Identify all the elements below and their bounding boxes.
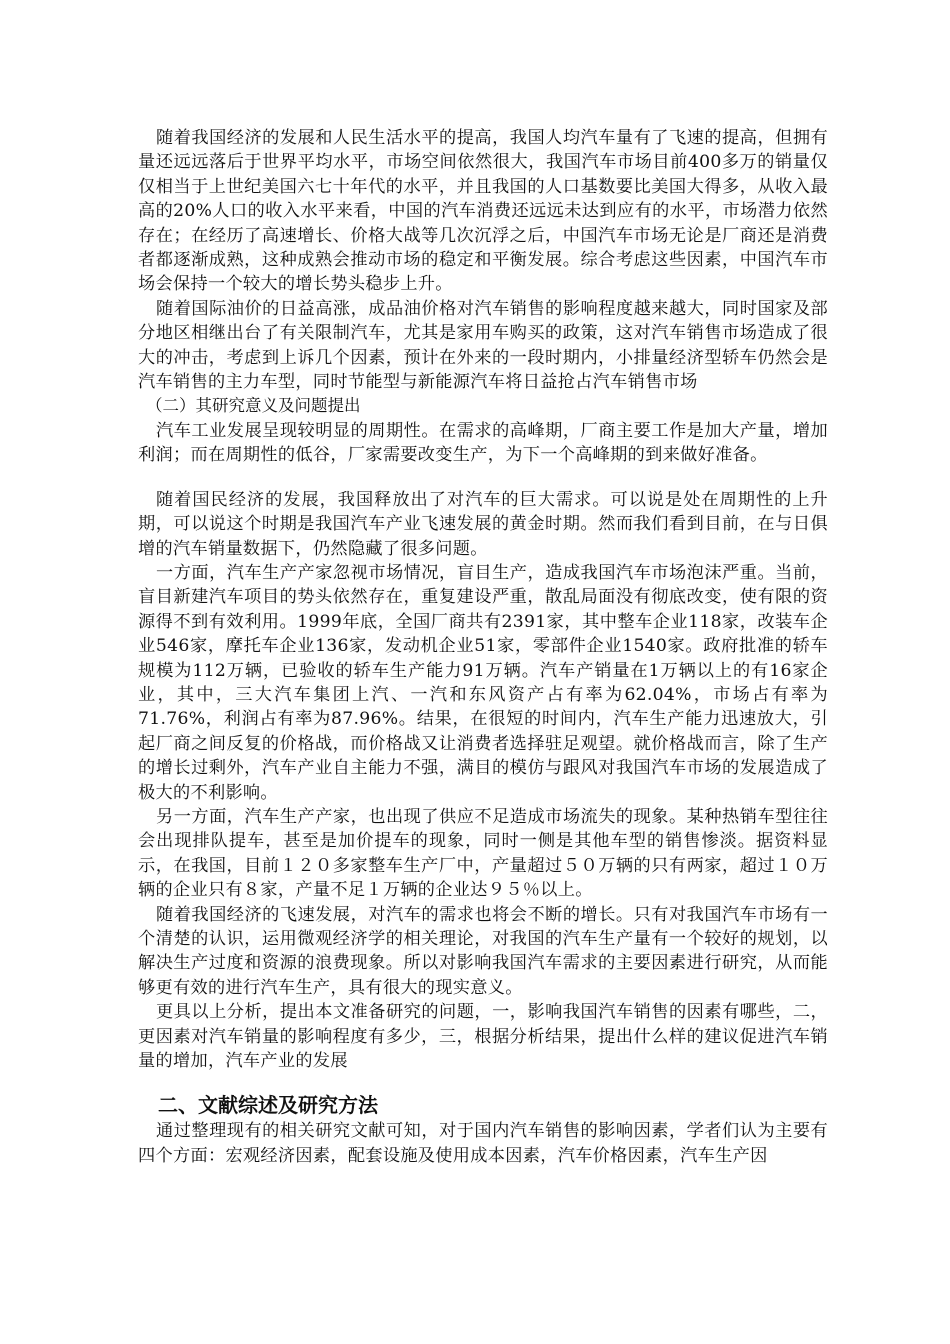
paragraph-industry-cycle: 汽车工业发展呈现较明显的周期性。在需求的高峰期，厂商主要工作是加大产量，增加利润；而在周期性的低谷，厂家需要改变生产，为下一个高峰期的到来做好准备。 bbox=[138, 420, 828, 466]
section-heading-literature-review: 二、文献综述及研究方法 bbox=[158, 1093, 378, 1118]
paragraph-overproduction: 一方面，汽车生产产家忽视市场情况，盲目生产，造成我国汽车市场泡沫严重。当前，盲目新建汽车项目的势头依然存在，重复建设严重，散乱局面没有彻底改变，使有限的资源得不到有效利用。1999年底，全国厂商共有2391家，其中整车企业118家，改装车企业546家，摩托车企业136家，发动机企业51家，零部件企业1540家。政府批准的轿车规模为112万辆，已验收的轿车生产能力91万辆。汽车产销量在1万辆以上的有16家企业，其中，三大汽车集团上汽、一汽和东风资产占有率为62.04%，市场占有率为71.76%，利润占有率为87.96%。结果，在很短的时间内，汽车生产能力迅速放大，引起厂商之间反复的价格战，而价格战又让消费者选择驻足观望。就价格战而言，除了生产的增长过剩外，汽车产业自主能力不强，满目的模仿与跟风对我国汽车市场的发展造成了极大的不利影响。 bbox=[138, 562, 828, 803]
paragraph-supply-shortage: 另一方面，汽车生产产家，也出现了供应不足造成市场流失的现象。某种热销车型往往会出现排队提车，甚至是加价提车的现象，同时一侧是其他车型的销售惨淡。据资料显示，在我国，目前１２０多家整车生产厂中，产量超过５０万辆的只有两家，超过１０万辆的企业只有８家，产量不足１万辆的企业达９５％以上。 bbox=[138, 806, 828, 901]
paragraph-economic-growth: 随着我国经济的发展和人民生活水平的提高，我国人均汽车量有了飞速的提高，但拥有量还远远落后于世界平均水平，市场空间依然很大，我国汽车市场目前400多万的销量仅仅相当于上世纪美国六七十年代的水平，并且我国的人口基数要比美国大得多，从收入最高的20%人口的收入水平来看，中国的汽车消费还远远未达到应有的水平，市场潜力依然存在；在经历了高速增长、价格大战等几次沉浮之后，中国汽车市场无论是厂商还是消费者都逐渐成熟，这种成熟会推动市场的稳定和平衡发展。综合考虑这些因素，中国汽车市场会保持一个较大的增长势头稳步上升。 bbox=[138, 128, 828, 295]
subheading-research-significance: （二）其研究意义及问题提出 bbox=[146, 396, 361, 416]
paragraph-national-demand: 随着国民经济的发展，我国释放出了对汽车的巨大需求。可以说是处在周期性的上升期，可以说这个时期是我国汽车产业飞速发展的黄金时期。然而我们看到目前，在与日俱增的汽车销量数据下，仍然隐藏了很多问题。 bbox=[138, 489, 828, 559]
paragraph-literature-summary: 通过整理现有的相关研究文献可知，对于国内汽车销售的影响因素，学者们认为主要有四个方面：宏观经济因素，配套设施及使用成本因素，汽车价格因素，汽车生产因 bbox=[138, 1121, 828, 1166]
document-body bbox=[138, 126, 828, 1168]
paragraph-gap bbox=[138, 468, 828, 488]
paragraph-oil-price: 随着国际油价的日益高涨，成品油价格对汽车销售的影响程度越来越大，同时国家及部分地区相继出台了有关限制汽车，尤其是家用车购买的政策，这对汽车销售市场造成了很大的冲击，考虑到上诉几个因素，预计在外来的一段时期内，小排量经济型轿车仍然会是汽车销售的主力车型，同时节能型与新能源汽车将日益抢占汽车销售市场 bbox=[138, 298, 828, 393]
paragraph-significance: 随着我国经济的飞速发展，对汽车的需求也将会不断的增长。只有对我国汽车市场有一个清楚的认识，运用微观经济学的相关理论，对我国的汽车生产量有一个较好的规划，以解决生产过度和资源的浪费现象。所以对影响我国汽车需求的主要因素进行研究，从而能够更有效的进行汽车生产，具有很大的现实意义。 bbox=[138, 904, 828, 998]
paragraph-research-questions: 更具以上分析，提出本文准备研究的问题，一，影响我国汽车销售的因素有哪些，二，更因素对汽车销量的影响程度有多少，三，根据分析结果，提出什么样的建议促进汽车销量的增加，汽车产业的发展 bbox=[138, 1002, 828, 1072]
